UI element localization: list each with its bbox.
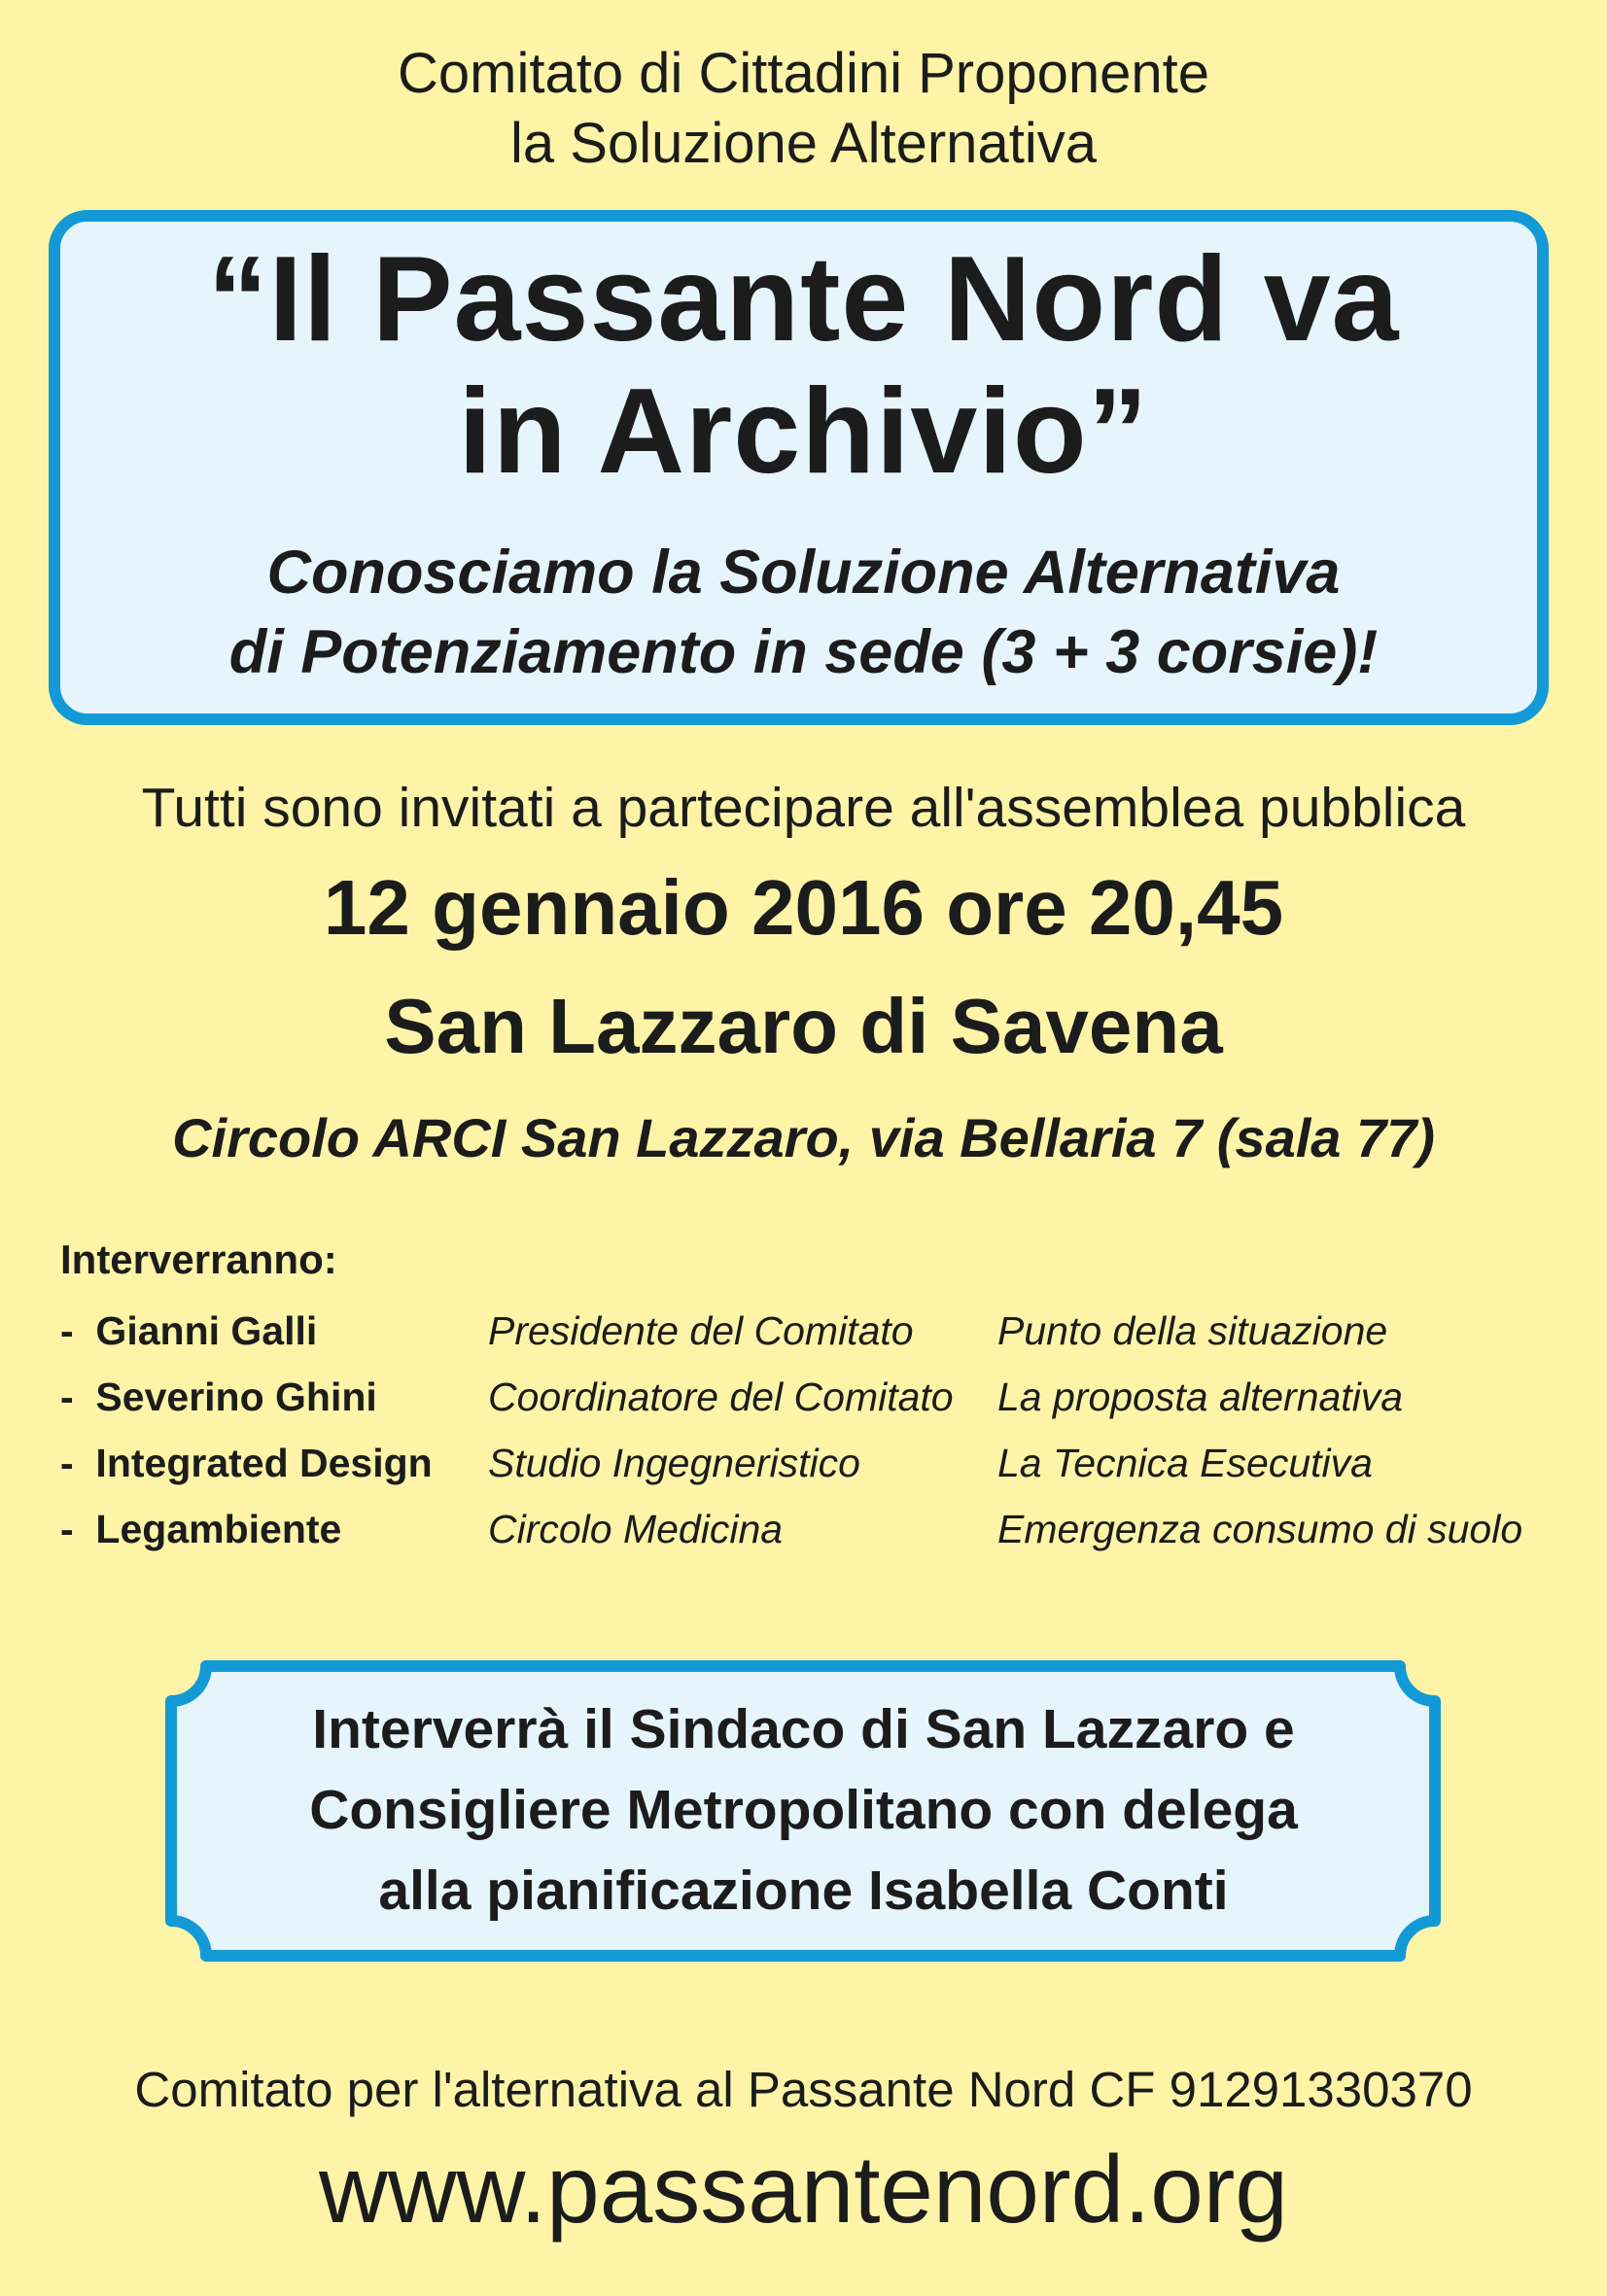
mayor-line-3: alla pianificazione Isabella Conti [378, 1860, 1229, 1922]
speaker-topic: Emergenza consumo di suolo [997, 1507, 1523, 1551]
speaker-topic: Punto della situazione [997, 1308, 1388, 1353]
speaker-name: - Integrated Design [60, 1441, 433, 1485]
speaker-row [60, 1374, 1577, 1441]
speaker-row [60, 1441, 1577, 1507]
speaker-role: Coordinatore del Comitato [488, 1374, 954, 1419]
organizer-line-1: Comitato di Cittadini Proponente [397, 42, 1210, 105]
subtitle-line-2: di Potenziamento in sede (3 + 3 corsie)! [228, 618, 1379, 686]
speaker-name: - Legambiente [60, 1507, 342, 1551]
footer-committee: Comitato per l'alternativa al Passante Nord CF 91291330370 [134, 2062, 1473, 2117]
mayor-line-2: Consigliere Metropolitano con delega [309, 1779, 1298, 1841]
mayor-announcement [0, 1689, 1607, 1931]
title-line-1: “Il Passante Nord va [207, 232, 1400, 366]
speaker-role: Studio Ingegneristico [488, 1441, 860, 1485]
event-title [0, 233, 1607, 498]
speakers-list [60, 1308, 1577, 1573]
speaker-name: - Gianni Galli [60, 1308, 318, 1353]
event-place: San Lazzaro di Savena [384, 983, 1223, 1069]
speaker-role: Presidente del Comitato [488, 1308, 914, 1353]
event-subtitle [0, 533, 1607, 692]
website-link[interactable]: www.passantenord.org [319, 2136, 1288, 2243]
speaker-row [60, 1507, 1577, 1573]
speakers-heading: Interverranno: [60, 1236, 337, 1282]
speaker-name: - Severino Ghini [60, 1374, 377, 1419]
speaker-topic: La proposta alternativa [997, 1374, 1404, 1419]
organizer-heading [0, 39, 1607, 179]
invite-text: Tutti sono invitati a partecipare all'assemblea pubblica [141, 777, 1466, 839]
mayor-line-1: Interverrà il Sindaco di San Lazzaro e [312, 1698, 1295, 1760]
subtitle-line-1: Conosciamo la Soluzione Alternativa [266, 539, 1341, 607]
event-venue: Circolo ARCI San Lazzaro, via Bellaria 7 (sala 77) [172, 1107, 1435, 1168]
title-line-2: in Archivio” [458, 365, 1149, 499]
organizer-line-2: la Soluzione Alternativa [510, 112, 1097, 175]
speaker-topic: La Tecnica Esecutiva [997, 1441, 1373, 1485]
speaker-role: Circolo Medicina [488, 1507, 784, 1551]
event-date: 12 gennaio 2016 ore 20,45 [323, 864, 1284, 951]
speaker-row [60, 1308, 1577, 1374]
